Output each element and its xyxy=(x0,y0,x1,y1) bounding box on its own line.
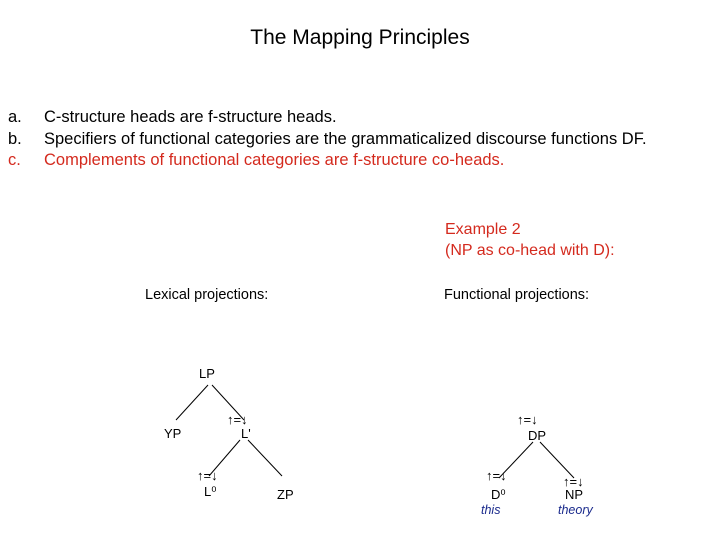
node-dp: DP xyxy=(528,428,547,443)
annotation-lbar: ↑=↓ xyxy=(227,412,248,427)
word-theory: theory xyxy=(558,503,593,517)
branch-lbar-zp xyxy=(248,440,282,476)
node-zp: ZP xyxy=(277,487,294,502)
example-heading: Example 2 xyxy=(445,221,521,238)
annotation-d0: ↑=↓ xyxy=(486,468,507,483)
annotation-l0: ↑=↓ xyxy=(197,468,218,483)
node-yp: YP xyxy=(164,426,182,441)
branch-dp-np xyxy=(540,442,574,478)
node-lbar: L' xyxy=(241,426,251,441)
lexical-projections-header: Lexical projections: xyxy=(145,287,269,303)
principle-a-label: a. xyxy=(8,108,22,126)
node-np: NP xyxy=(565,487,584,502)
principle-b-text: Specifiers of functional categories are the grammaticalized discourse functions DF. xyxy=(44,130,647,148)
example-subheading: (NP as co-head with D): xyxy=(445,242,615,259)
annotation-dp: ↑=↓ xyxy=(517,412,538,427)
node-l0: L⁰ xyxy=(204,484,217,499)
word-this: this xyxy=(481,503,501,517)
annotation-np: ↑=↓ xyxy=(563,474,584,489)
principle-c-text: Complements of functional categories are f-structure co-heads. xyxy=(44,151,505,169)
node-lp: LP xyxy=(199,366,215,381)
page-title: The Mapping Principles xyxy=(250,26,470,49)
node-d0: D⁰ xyxy=(491,487,506,502)
principle-a-text: C-structure heads are f-structure heads. xyxy=(44,108,337,126)
principle-b-label: b. xyxy=(8,130,22,148)
branch-lp-yp xyxy=(176,385,208,420)
functional-projections-header: Functional projections: xyxy=(444,287,590,303)
principle-c-label: c. xyxy=(8,151,21,169)
